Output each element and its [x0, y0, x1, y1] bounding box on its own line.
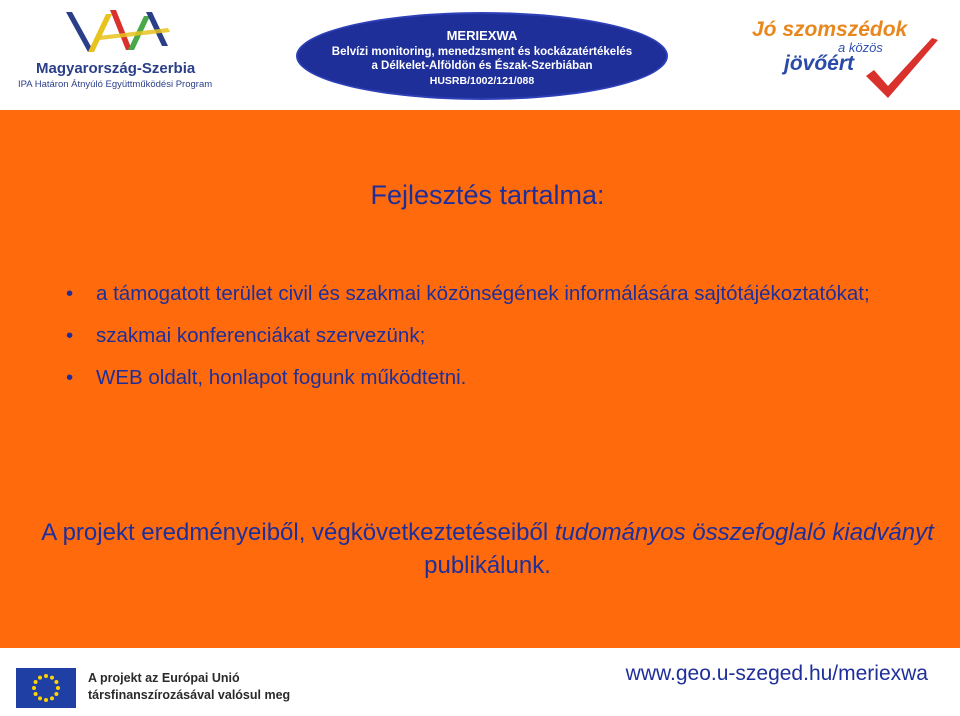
project-line-1: Belvízi monitoring, menedzsment és kockázatértékelés [331, 46, 633, 58]
eu-funding-text [88, 670, 290, 704]
program-title: Magyarország-Szerbia [36, 60, 196, 77]
magyarorszag-szerbia-logo [14, 6, 214, 106]
project-line-2: a Délkelet-Alföldön és Észak-Szerbiában [371, 60, 593, 72]
program-logo-mark-icon [58, 6, 178, 58]
summary-part-3: publikálunk. [424, 552, 551, 579]
footer [0, 648, 960, 716]
program-subtitle: IPA Határon Átnyúló Együttműködési Program [18, 79, 213, 90]
logo-line-1: Jó szomszédok [752, 18, 908, 41]
project-code: HUSRB/1002/121/088 [429, 75, 535, 87]
eu-funding-line-1: A projekt az Európai Unió [88, 671, 240, 685]
project-badge [296, 12, 668, 100]
jo-szomszedok-logo [746, 6, 946, 104]
project-url-link[interactable]: www.geo.u-szeged.hu/meriexwa [625, 662, 928, 685]
slide-title: Fejlesztés tartalma: [370, 180, 605, 210]
header [0, 0, 960, 110]
summary-part-1: A projekt eredményeiből, végkövetkeztetéseiből [41, 519, 555, 546]
logo-line-2: a közös [838, 40, 883, 55]
project-name: MERIEXWA [446, 28, 518, 43]
bullet-item: • a támogatott terület civil és szakmai közönségének informálására sajtótájékoztatókat; [66, 280, 926, 308]
bullet-list [66, 280, 926, 406]
logo-line-3: jövőért [784, 52, 855, 75]
eu-flag-icon [16, 668, 76, 708]
summary-part-2: tudományos összefoglaló kiadványt [554, 519, 934, 546]
bullet-item: • szakmai konferenciákat szervezünk; [66, 322, 926, 350]
eu-funding-line-2: társfinanszírozásával valósul meg [88, 688, 291, 702]
slide-content [0, 110, 960, 648]
bullet-item: • WEB oldalt, honlapot fogunk működtetni. [66, 364, 926, 392]
summary-text [0, 516, 960, 582]
